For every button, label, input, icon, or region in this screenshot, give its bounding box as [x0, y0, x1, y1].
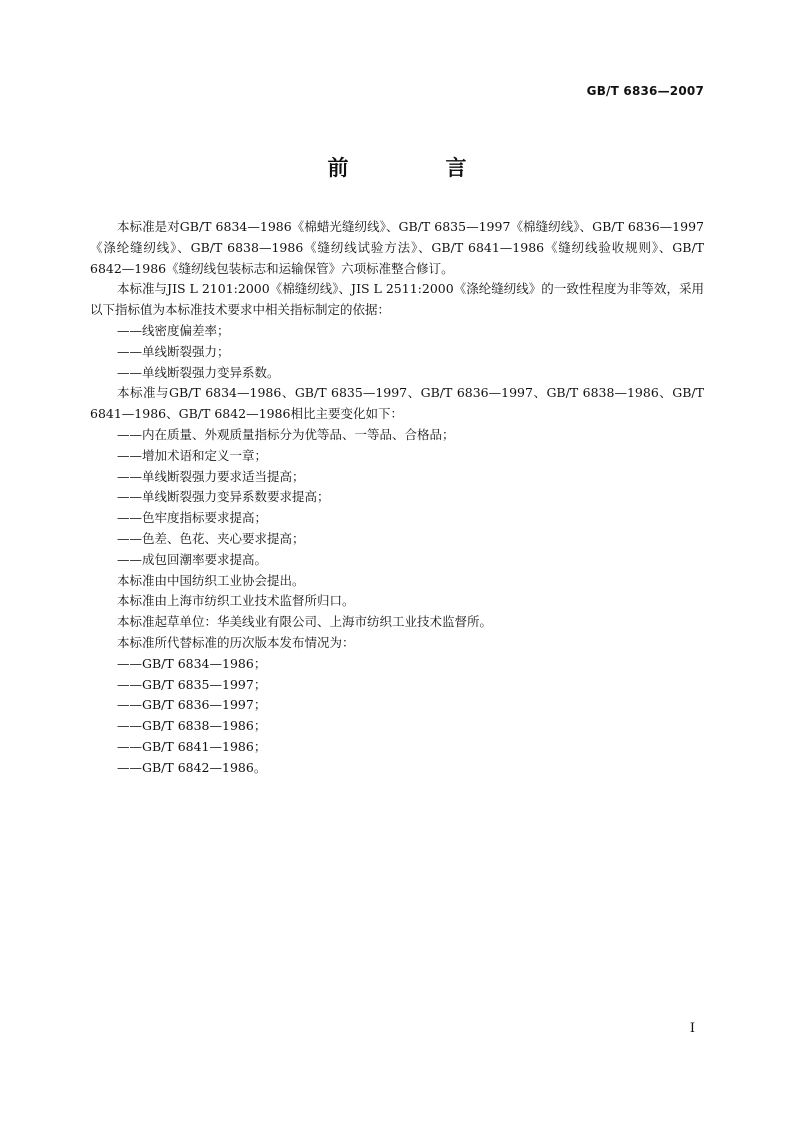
- list-item: ——单线断裂强力要求适当提高；: [117, 468, 305, 484]
- standard-number: GB/T 6836—2007: [586, 84, 704, 98]
- list-item: ——GB/T 6834—1986；: [117, 655, 267, 671]
- paragraph-history: 本标准所代替标准的历次版本发布情况为：: [117, 634, 355, 650]
- paragraph-consistency: 本标准与JIS L 2101:2000《棉缝纫线》、JIS L 2511:2000《涤纶缝纫线》的一致性程度为非等效，采用以下指标值为本标准技术要求中相关指标制定的依据：: [90, 281, 704, 318]
- page-title: 前 言: [327, 156, 505, 180]
- list-item: ——色差、色花、夹心要求提高；: [117, 530, 305, 546]
- list-item: ——成包回潮率要求提高。: [117, 551, 268, 567]
- page-number: I: [689, 1021, 695, 1036]
- history-list: [90, 654, 704, 779]
- paragraph-scope: 本标准是对GB/T 6834—1986《棉蜡光缝纫线》、GB/T 6835—1997《棉缝纫线》、GB/T 6836—1997《涤纶缝纫线》、GB/T 6838—1986《缝纫线试验方法》、GB/T 6841—1986《缝纫线验收规则》、GB/T 6842—1986《缝纫线包装标志和运输保管》六项标准整合修订。: [90, 219, 704, 276]
- list-item: ——线密度偏差率；: [117, 322, 230, 338]
- foreword-body: [90, 217, 704, 779]
- list-item: ——GB/T 6842—1986。: [117, 759, 267, 775]
- basis-list: [90, 321, 704, 383]
- list-item: ——GB/T 6838—1986；: [117, 718, 267, 734]
- paragraph-changes: 本标准与GB/T 6834—1986、GB/T 6835—1997、GB/T 6836—1997、GB/T 6838—1986、GB/T 6841—1986、GB/T 6842—1986相比主要变化如下：: [90, 385, 704, 422]
- paragraph-proposer: 本标准由中国纺织工业协会提出。: [117, 572, 305, 588]
- list-item: ——单线断裂强力变异系数。: [117, 364, 280, 380]
- changes-list: [90, 425, 704, 571]
- list-item: ——增加术语和定义一章；: [117, 447, 268, 463]
- list-item: ——单线断裂强力变异系数要求提高；: [117, 489, 330, 505]
- list-item: ——GB/T 6841—1986；: [117, 738, 267, 754]
- paragraph-centralized: 本标准由上海市纺织工业技术监督所归口。: [117, 593, 355, 609]
- list-item: ——内在质量、外观质量指标分为优等品、一等品、合格品；: [117, 426, 455, 442]
- list-item: ——色牢度指标要求提高；: [117, 510, 268, 526]
- list-item: ——单线断裂强力；: [117, 343, 230, 359]
- list-item: ——GB/T 6836—1997；: [117, 697, 267, 713]
- list-item: ——GB/T 6835—1997；: [117, 676, 267, 692]
- paragraph-drafting-units: 本标准起草单位：华美线业有限公司、上海市纺织工业技术监督所。: [117, 614, 493, 630]
